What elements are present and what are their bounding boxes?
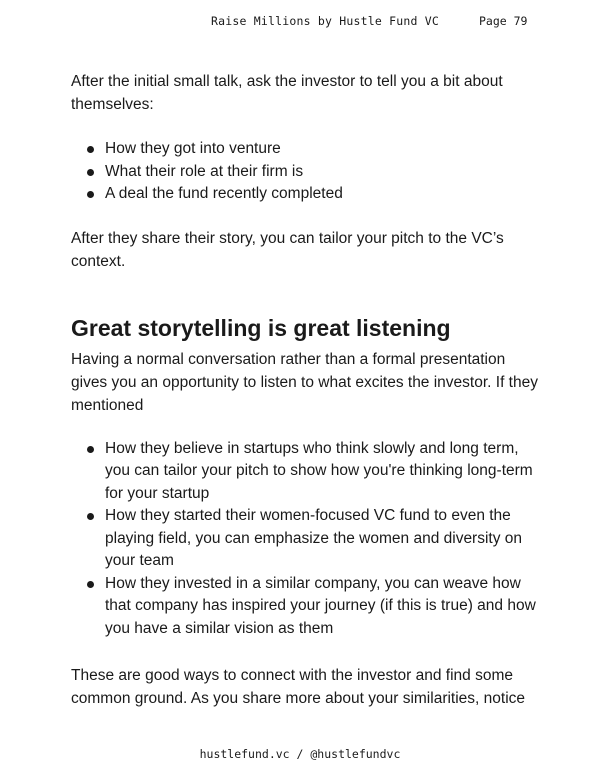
bullet-icon — [87, 169, 94, 176]
bullet-icon — [87, 146, 94, 153]
bullet-icon — [87, 513, 94, 520]
page-footer: hustlefund.vc / @hustlefundvc — [199, 747, 401, 761]
closing-paragraph: These are good ways to connect with the investor and find some common ground. As you share more about your similarities, notice — [71, 667, 526, 707]
list-item: What their role at their firm is — [71, 161, 541, 184]
examples-list — [71, 438, 541, 641]
list-item: How they got into venture — [71, 138, 541, 161]
bullet-icon — [87, 581, 94, 588]
list-item: A deal the fund recently completed — [71, 183, 541, 206]
investor-questions-list — [71, 138, 541, 206]
tailor-paragraph: After they share their story, you can tailor your pitch to the VC’s context. — [71, 229, 504, 270]
list-item: How they believe in startups who think slowly and long term, you can tailor your pitch to show how you're thinking long-term for your startup — [71, 438, 541, 506]
listening-paragraph: Having a normal conversation rather than a formal presentation gives you an opportunity to listen to what excites the investor. If they mentioned — [71, 350, 538, 414]
list-item: How they started their women-focused VC fund to even the playing field, you can emphasize the women and diversity on your team — [71, 505, 541, 573]
page-header — [0, 14, 600, 34]
header-title: Raise Millions by Hustle Fund VC — [211, 14, 439, 28]
intro-paragraph: After the initial small talk, ask the investor to tell you a bit about themselves: — [71, 73, 503, 113]
list-item: How they invested in a similar company, you can weave how that company has inspired your journey (if this is true) and how you have a similar vision as them — [71, 573, 541, 641]
bullet-icon — [87, 446, 94, 453]
bullet-icon — [87, 191, 94, 198]
section-heading: Great storytelling is great listening — [71, 314, 451, 341]
page-number: Page 79 — [479, 14, 528, 28]
page-content — [71, 70, 541, 710]
